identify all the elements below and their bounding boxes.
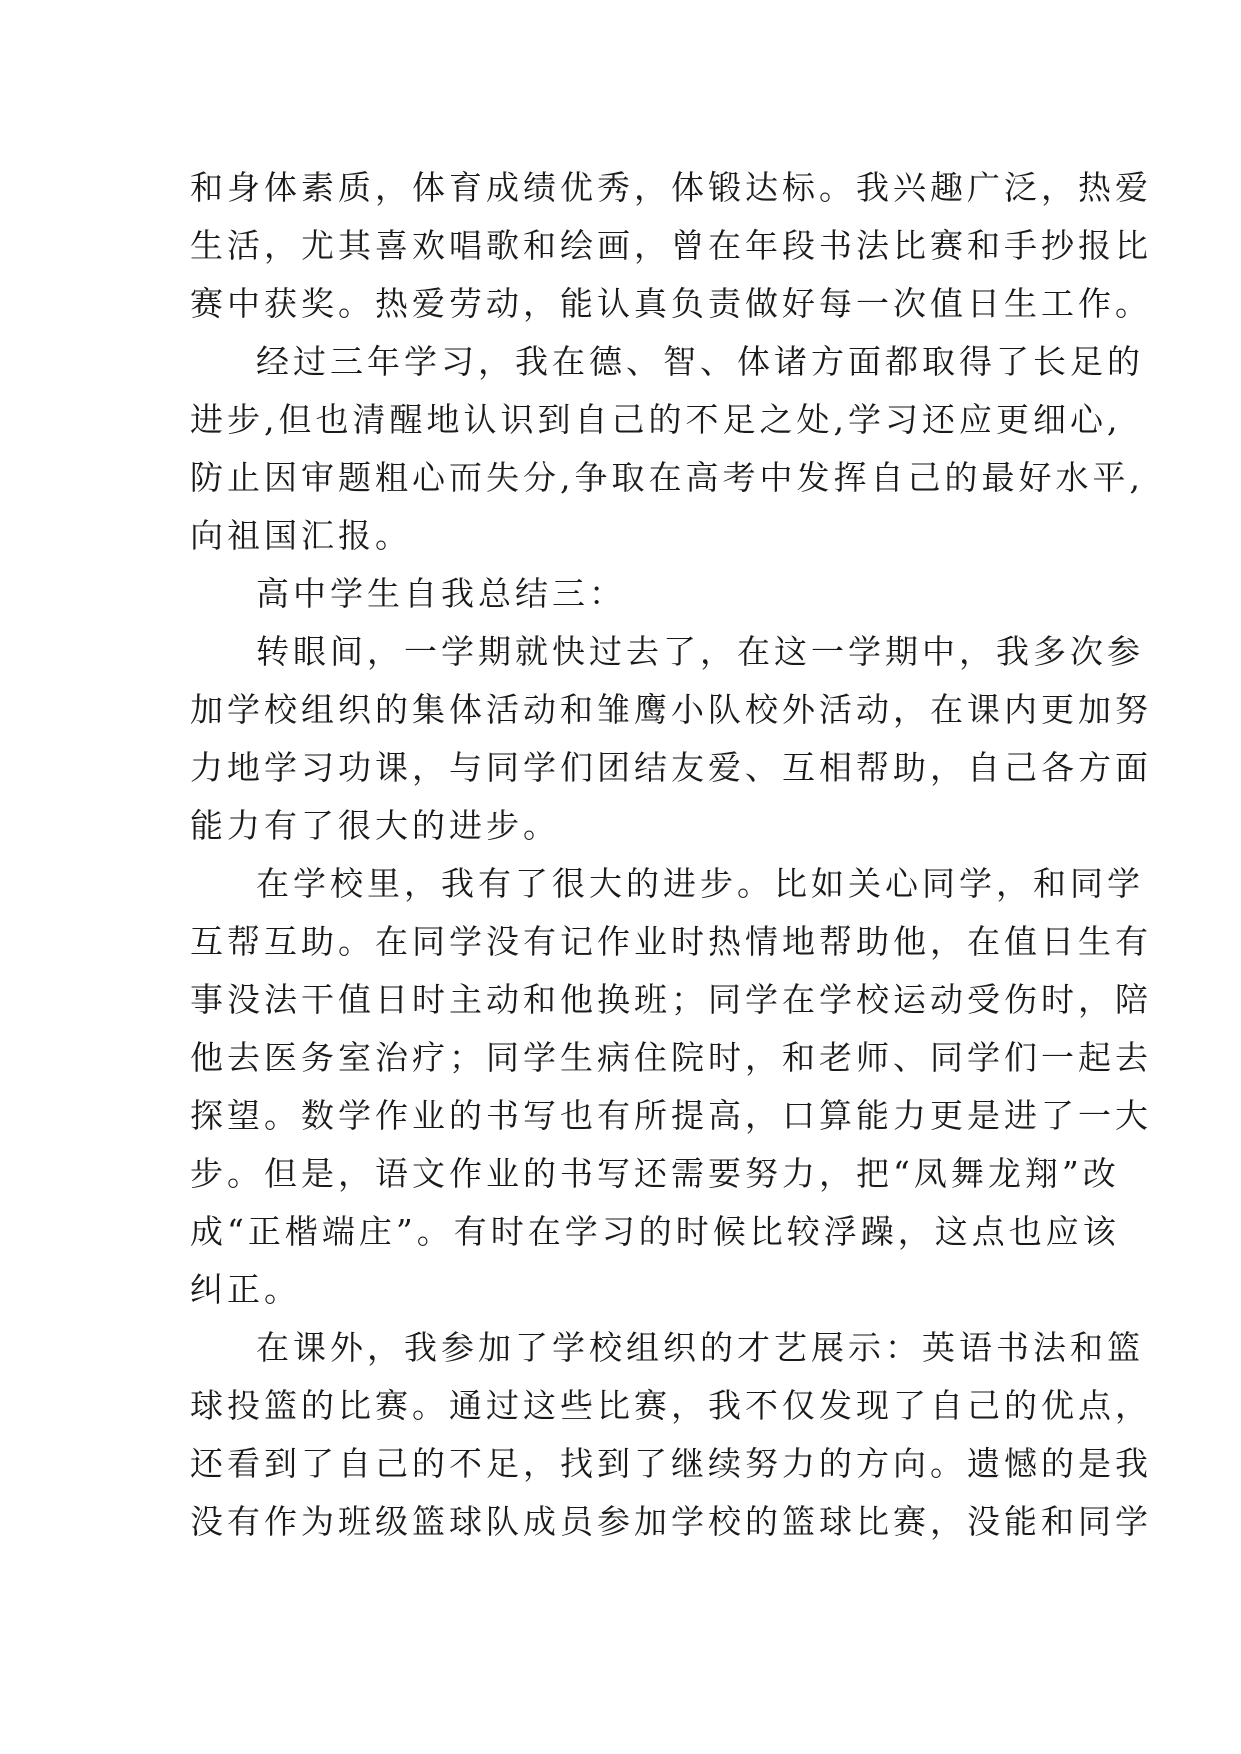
text-line: 互帮互助。在同学没有记作业时热情地帮助他，在值日生有 xyxy=(190,922,1152,961)
text-line: 步。但是，语文作业的书写还需要努力，把“凤舞龙翔”改 xyxy=(190,1154,1120,1193)
text-line: 生活，尤其喜欢唱歌和绘画，曾在年段书法比赛和手抄报比 xyxy=(190,226,1152,265)
text-line: 能力有了很大的进步。 xyxy=(190,806,560,845)
paragraph-start: 转眼间，一学期就快过去了，在这一学期中，我多次参 xyxy=(256,632,1144,671)
text-line: 向祖国汇报。 xyxy=(190,516,412,555)
body-text xyxy=(190,159,1152,1551)
text-line: 纠正。 xyxy=(190,1270,301,1309)
section-heading: 高中学生自我总结三： xyxy=(256,574,626,613)
text-line: 防止因审题粗心而失分,争取在高考中发挥自己的最好水平, xyxy=(190,458,1144,497)
text-line: 他去医务室治疗；同学生病住院时，和老师、同学们一起去 xyxy=(190,1038,1152,1077)
text-line: 探望。数学作业的书写也有所提高，口算能力更是进了一大 xyxy=(190,1096,1152,1135)
text-line: 还看到了自己的不足，找到了继续努力的方向。遗憾的是我 xyxy=(190,1444,1152,1483)
text-line: 赛中获奖。热爱劳动，能认真负责做好每一次值日生工作。 xyxy=(190,284,1152,323)
text-line: 加学校组织的集体活动和雏鹰小队校外活动，在课内更加努 xyxy=(190,690,1152,729)
text-line: 没有作为班级篮球队成员参加学校的篮球比赛，没能和同学 xyxy=(190,1502,1152,1541)
text-line: 和身体素质，体育成绩优秀，体锻达标。我兴趣广泛，热爱 xyxy=(190,168,1152,207)
text-line: 事没法干值日时主动和他换班；同学在学校运动受伤时，陪 xyxy=(190,980,1152,1019)
text-line: 球投篮的比赛。通过这些比赛，我不仅发现了自己的优点， xyxy=(190,1386,1152,1425)
text-line: 成“正楷端庄”。有时在学习的时候比较浮躁，这点也应该 xyxy=(190,1212,1120,1251)
paragraph-start: 在课外，我参加了学校组织的才艺展示：英语书法和篮 xyxy=(256,1328,1144,1367)
paragraph-start: 在学校里，我有了很大的进步。比如关心同学，和同学 xyxy=(256,864,1144,903)
paragraph-start: 经过三年学习，我在德、智、体诸方面都取得了长足的 xyxy=(256,342,1144,381)
text-line: 力地学习功课，与同学们团结友爱、互相帮助，自己各方面 xyxy=(190,748,1152,787)
text-line: 进步,但也清醒地认识到自己的不足之处,学习还应更细心, xyxy=(190,400,1122,439)
